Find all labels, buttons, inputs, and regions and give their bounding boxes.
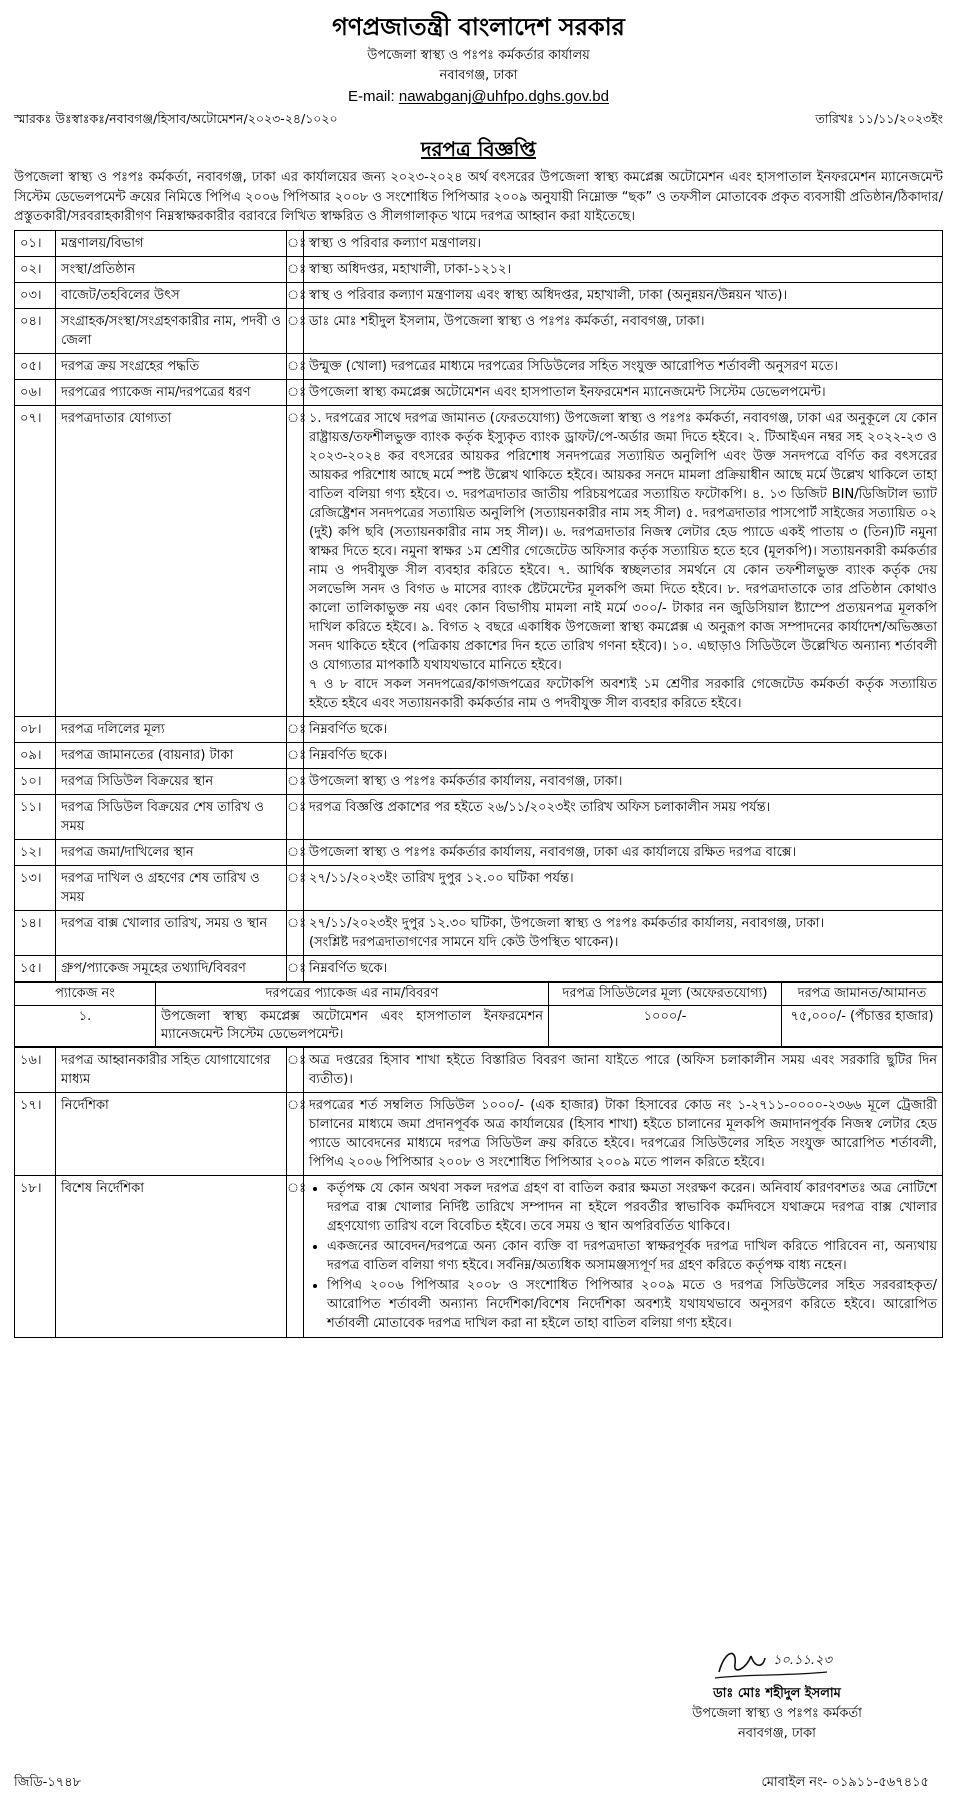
office-city: নবাবগঞ্জ, ঢাকা — [439, 68, 518, 83]
row-value-text: উপজেলা স্বাস্থ্য কমপ্লেক্স অটোমেশন এবং হাসপাতাল ইনফরমেশন ম্যানেজমেন্ট সিস্টেম ডেভেলপমেন্ট। — [309, 384, 826, 400]
table-row — [15, 865, 943, 910]
row-label: সংস্থা/প্রতিষ্ঠান — [56, 256, 287, 282]
email-label: E-mail: — [348, 88, 395, 105]
table-row — [15, 308, 943, 353]
email-address[interactable]: nawabganj@uhfpo.dghs.gov.bd — [398, 88, 609, 105]
row-value-text: ১. দরপত্রের সাথে দরপত্র জামানত (ফেরতযোগ্য) উপজেলা স্বাস্থ্য ও পঃপঃ কর্মকর্তা, নবাবগঞ্জ, ঢাকা এর অনুকূলে যে কোন রাষ্ট্রায়ত্ত/তফশীলভুক্ত ব্যাংক কর্তৃক ইস্যুকৃত ব্যাংক ড্রাফট/পে-অর্ডার জমা দিতে হইবে। ২. টিআইএন নম্বর সহ ২০২২-২৩ ও ২০২৩-২০২৪ কর বৎসরের আয়কর পরিশোধ সনদপত্রের সত্যায়িত অনুলিপি এবং উক্ত সনদপত্রে বর্ণিত কর বৎসরের আয়কর পরিশোধ আছে মর্মে স্পষ্ট উল্লেখ থাকিতে হইবে। আয়কর সনদে মামলা প্রক্রিয়াধীন আছে মর্মে উল্লেখ থাকিলে তাহা বাতিল বলিয়া গণ্য হইবে। ৩. দরপত্রদাতার জাতীয় পরিচয়পত্রের সত্যায়িত ফটোকপি। ৪. ১৩ ডিজিট BIN/ডিজিটাল ভ্যাট রেজিষ্ট্রেশন সনদপত্রের সত্যায়িত অনুলিপি (সত্যায়নকারীর নাম সহ সীল) ৫. দরপত্রদাতার পাসপোর্ট সাইজের সত্যায়িত ০২ (দুই) কপি ছবি (সত্যায়নকারীর নাম সহ সীল)। ৬. দরপত্রদাতার নিজস্ব লেটার হেড প্যাডে একই পাতায় ৩ (তিন)টি নমুনা স্বাক্ষর দিতে হবে। নমুনা স্বাক্ষর ১ম শ্রেণীর গেজেটেড অফিসার কর্তৃক সত্যায়িত হতে হবে (মূলকপি)। সত্যায়নকারী কর্মকর্তার নাম ও পদবীযুক্ত সীল ব্যবহার করিতে হইবে। ৭. আর্থিক স্বচ্ছলতার সমর্থনে যে কোন তফশীলভুক্ত ব্যাংক কর্তৃক দেয় সলভেন্সি সনদ ও বিগত ৬ মাসের ব্যাংক ষ্টেটমেন্টের মূলকপি জমা দিতে হইবে। ৮. দরপত্রদাতাকে তার প্রতিষ্ঠান কোথাও কালো তালিকাভুক্ত নয় এবং কোন বিভাগীয় মামলা নাই মর্মে ৩০০/- টাকার নন জুডিসিয়াল ষ্ট্যাম্পে প্রত্যয়নপত্র মূলকপি দাখিল করিতে হইবে। ৯. বিগত ২ বছরে একাধিক উপজেলা স্বাস্থ্য কমপ্লেক্স এ অনুরূপ কাজ সম্পাদনের কার্যাদেশ/অভিজ্ঞতা সনদ থাকিতে হইবে (পত্রিকায় প্রকাশের দিন হতে তারিখ গণনা হইবে)। ১০. এছাড়াও সিডিউলে উল্লেখিত অন্যান্য শর্তাবলী ও যোগ্যতার মাপকাঠি যথাযথভাবে মানিতে হইবে। — [309, 410, 937, 673]
package-table-row — [15, 1005, 943, 1046]
row-label: বিশেষ নির্দেশিকা — [56, 1175, 287, 1337]
row-label: দরপত্র বাক্স খোলার তারিখ, সময় ও স্থান — [56, 910, 287, 955]
row-label: দরপত্র দলিলের মূল্য — [56, 716, 287, 742]
list-item: • একজনের আবেদন/দরপত্রে অন্য কোন ব্যক্তি বা দরপত্রদাতা স্বাক্ষরপূর্বক দরপত্র দাখিল করিতে পারিবেন না, অন্যথায় দরপত্র বাতিল বলিয়া গণ্য হইবে। সর্বনিম্ন/অত্যধিক অসামঞ্জস্যপূর্ণ দর গ্রহণ করিতে কর্তৃপক্ষ বাধ্য নহেন। — [327, 1237, 937, 1275]
row-value-text: ডাঃ মোঃ শহীদুল ইসলাম, উপজেলা স্বাস্থ্য ও পঃপঃ কর্মকর্তা, নবাবগঞ্জ, ঢাকা। — [309, 313, 705, 329]
row-value-note: ৭ ও ৮ বাদে সকল সনদপত্রের/কাগজপত্রের ফটোকপি অবশ্যই ১ম শ্রেণীর সরকারি গেজেটেড কর্মকর্তা কর্তৃক সত্যায়িত হইতে হইবে এবং সত্যায়নকারী কর্মকর্তার নাম ও পদবীযুক্ত সীল ব্যবহার করিতে হইবে। — [309, 676, 937, 711]
row-value-text: স্বাস্থ্য অধিদপ্তর, মহাখালী, ঢাকা-১২১২। — [309, 261, 512, 277]
row-number: ১৬। — [15, 1047, 56, 1092]
row-separator: ঃ — [287, 1092, 304, 1175]
row-number: ১৩। — [15, 865, 56, 910]
package-table-header — [15, 982, 943, 1005]
notice-date: তারিখঃ ১১/১১/২০২৩ইং — [815, 111, 943, 126]
package-number: ১. — [15, 1005, 156, 1046]
table-row — [15, 794, 943, 839]
row-number: ১৮। — [15, 1175, 56, 1337]
row-separator: ঃ — [287, 282, 304, 308]
notice-title: দরপত্র বিজ্ঞপ্তি — [421, 137, 536, 161]
list-item: • পিপিএ ২০০৬ পিপিআর ২০০৮ ও সংশোধিত পিপিআর ২০০৯ মতে ও দরপত্র সিডিউলের সহিত সরবরাহকৃত/আরোপিত শর্তাবলী অন্যান্য নির্দেশিকা/বিশেষ নির্দেশিকা অবশ্যই যথাযথভাবে অনুসরণ করিতে হইবে। আরোপিত শর্তাবলী মোতাবেক দরপত্র দাখিল করা না হইলে তাহা বাতিল বলিয়া গণ্য হইবে। — [327, 1276, 937, 1333]
row-label: দরপত্র দাখিল ও গ্রহণের শেষ তারিখ ও সময় — [56, 865, 287, 910]
row-value-text: উপজেলা স্বাস্থ্য ও পঃপঃ কর্মকর্তার কার্যালয়, নবাবগঞ্জ, ঢাকা এর কার্যালয়ে রক্ষিত দরপত্র বাক্সে। — [309, 844, 797, 860]
gd-code: জিডি-১৭৪৮ — [14, 1775, 82, 1790]
row-value — [304, 405, 943, 716]
row-separator: ঃ — [287, 865, 304, 910]
row-value — [304, 230, 943, 256]
row-separator: ঃ — [287, 742, 304, 768]
row-separator: ঃ — [287, 1175, 304, 1337]
table-row — [15, 230, 943, 256]
row-number: ১৫। — [15, 955, 56, 981]
row-label: দরপত্র আহ্বানকারীর সহিত যোগাযোগের মাধ্যম — [56, 1047, 287, 1092]
row-number: ১২। — [15, 839, 56, 865]
table-row — [15, 405, 943, 716]
row-separator: ঃ — [287, 768, 304, 794]
row-value-text: অত্র দপ্তরের হিসাব শাখা হইতে বিস্তারিত বিবরণ জানা যাইতে পারে (অফিস চলাকালীন সময় এবং সরকারি ছুটির দিন ব্যতীত)। — [309, 1052, 937, 1087]
row-value — [304, 1047, 943, 1092]
row-value — [304, 955, 943, 981]
row-label: দরপত্র জামানতের (বায়নার) টাকা — [56, 742, 287, 768]
reference-line — [14, 110, 943, 128]
signatory-name: ডাঃ মোঃ শহীদুল ইসলাম — [713, 1686, 841, 1701]
row-number: ০৮। — [15, 716, 56, 742]
row-number: ০৭। — [15, 405, 56, 716]
table-row — [15, 256, 943, 282]
table-row — [15, 742, 943, 768]
row-separator: ঃ — [287, 256, 304, 282]
government-title: গণপ্রজাতন্ত্রী বাংলাদেশ সরকার — [332, 13, 625, 41]
row-value — [304, 865, 943, 910]
table-row — [15, 379, 943, 405]
signature-block — [657, 1638, 897, 1744]
row-separator: ঃ — [287, 910, 304, 955]
table-row — [15, 768, 943, 794]
intro-paragraph: উপজেলা স্বাস্থ্য ও পঃপঃ কর্মকর্তা, নবাবগঞ্জ, ঢাকা এর কার্যালয়ের জন্য ২০২৩-২০২৪ অর্থ বৎসরের উপজেলা স্বাস্থ্য কমপ্লেক্স অটোমেশন এবং হাসপাতাল ইনফরমেশন ম্যানেজমেন্ট সিস্টেম ডেভেলপমেন্ট ক্রয়ের নিমিত্তে পিপিএ ২০০৬ পিপিআর ২০০৮ ও সংশোধিত পিপিআর ২০০৯ অনুযায়ী নিম্নোক্ত “ছক” ও তফসীল মোতাবেক প্রকৃত ব্যবসায়ী প্রতিষ্ঠান/ঠিকাদার/প্রস্তুতকারী/সরবরাহকারীগণ নিম্নস্বাক্ষরকারীর বরাবরে লিখিত স্বাক্ষরিত ও সীলগালাকৃত খামে দরপত্র আহ্বান করা যাইতেছে। — [14, 170, 943, 224]
row-value-text: উপজেলা স্বাস্থ্য ও পঃপঃ কর্মকর্তার কার্যালয়, নবাবগঞ্জ, ঢাকা। — [309, 773, 623, 789]
row-label: দরপত্র সিডিউল বিক্রয়ের শেষ তারিখ ও সময় — [56, 794, 287, 839]
table-row — [15, 716, 943, 742]
row-number: ০১। — [15, 230, 56, 256]
row-value-note: (সংশ্লিষ্ট দরপত্রদাতাগণের সামনে যদি কেউ উপস্থিত থাকেন)। — [309, 934, 619, 950]
row-value — [304, 794, 943, 839]
table-row — [15, 1175, 943, 1337]
row-separator: ঃ — [287, 955, 304, 981]
row-number: ১০। — [15, 768, 56, 794]
email-line — [14, 86, 943, 108]
row-number: ০৯। — [15, 742, 56, 768]
row-number: ১১। — [15, 794, 56, 839]
letterhead — [14, 12, 943, 108]
list-item: • কর্তৃপক্ষ যে কোন অথবা সকল দরপত্র গ্রহণ বা বাতিল করার ক্ষমতা সংরক্ষণ করেন। অনিবার্য কারণবশতঃ অত্র নোটিশে দরপত্র বাক্স খোলার নির্দিষ্ট তারিখে সম্পাদন না হইলে পরবর্তীর স্বাভাবিক কর্মদিবসে যথাক্রমে দরপত্র বাক্স খোলার গ্রহণযোগ্য তারিখ বলে বিবেচিত হইবে। তবে সময় ও স্থান অপরিবর্তিত থাকিবে। — [327, 1179, 937, 1236]
row-label: সংগ্রাহক/সংস্থা/সংগ্রহণকারীর নাম, পদবী ও জেলা — [56, 308, 287, 353]
row-number: ০৪। — [15, 308, 56, 353]
row-value — [304, 1092, 943, 1175]
instruction-list — [309, 1179, 937, 1333]
row-value — [304, 910, 943, 955]
row-number: ০৬। — [15, 379, 56, 405]
package-header-cell: দরপত্র সিডিউলের মূল্য (অফেরতযোগ্য) — [549, 982, 782, 1005]
row-label: দরপত্র ক্রয় সংগ্রহের পদ্ধতি — [56, 353, 287, 379]
row-number: ০২। — [15, 256, 56, 282]
row-value — [304, 282, 943, 308]
row-value-text: স্বাস্থ ও পরিবার কল্যাণ মন্ত্রণালয় এবং স্বাস্থ্য অধিদপ্তর, মহাখালী, ঢাকা (অনুন্নয়ন/উন্নয়ন খাত)। — [309, 287, 788, 303]
row-label: গ্রুপ/প্যাকেজ সমূহের তথ্যাদি/বিবরণ — [56, 955, 287, 981]
row-number: ১৪। — [15, 910, 56, 955]
row-value — [304, 768, 943, 794]
row-separator: ঃ — [287, 353, 304, 379]
package-description: উপজেলা স্বাস্থ্য কমপ্লেক্স অটোমেশন এবং হাসপাতাল ইনফরমেশন ম্যানেজমেন্ট সিস্টেম ডেভেলপমেন্ট। — [156, 1005, 549, 1046]
row-value-text: উন্মুক্ত (খোলা) দরপত্রের মাধ্যমে দরপত্রের সিডিউলের সহিত সংযুক্ত আরোপিত শর্তাবলী অনুসরণ মতে। — [309, 358, 839, 374]
package-header-cell: দরপত্রের প্যাকেজ এর নাম/বিবরণ — [156, 982, 549, 1005]
table-row — [15, 1092, 943, 1175]
row-value — [304, 716, 943, 742]
row-value — [304, 353, 943, 379]
signature-date: ১০.১১.২৩ — [773, 1653, 832, 1668]
package-table — [14, 982, 943, 1047]
tender-details-table — [14, 230, 943, 982]
row-label: বাজেট/তহবিলের উৎস — [56, 282, 287, 308]
row-label: দরপত্রের প্যাকেজ নাম/দরপত্রের ধরণ — [56, 379, 287, 405]
row-value-text: নিম্নবর্ণিত ছকে। — [309, 747, 388, 763]
row-value — [304, 1175, 943, 1337]
handwritten-signature — [707, 1638, 847, 1684]
row-separator: ঃ — [287, 230, 304, 256]
row-number: ১৭। — [15, 1092, 56, 1175]
row-value-text: দরপত্র বিজ্ঞপ্তি প্রকাশের পর হইতে ২৬/১১/২০২৩ইং তারিখ অফিস চলাকালীন সময় পর্যন্ত। — [309, 799, 771, 815]
table-row — [15, 955, 943, 981]
row-value — [304, 256, 943, 282]
row-separator: ঃ — [287, 839, 304, 865]
schedule-price: ১০০০/- — [549, 1005, 782, 1046]
row-separator: ঃ — [287, 794, 304, 839]
row-number: ০৫। — [15, 353, 56, 379]
row-value-text: স্বাস্থ্য ও পরিবার কল্যাণ মন্ত্রণালয়। — [309, 235, 482, 251]
memo-number: স্মারকঃ উঃস্বাঃকঃ/নবাবগঞ্জ/হিসাব/অটোমেশন/২০২৩-২৪/১০২০ — [14, 111, 338, 126]
package-header-cell: প্যাকেজ নং — [15, 982, 156, 1005]
row-label: দরপত্র জমা/দাখিলের স্থান — [56, 839, 287, 865]
row-separator: ঃ — [287, 1047, 304, 1092]
row-value-text: দরপত্রের শর্ত সম্বলিত সিডিউল ১০০০/- (এক হাজার) টাকা হিসাবের কোড নং ১-২৭১১-০০০০-২৩৬৬ মূলে ট্রেজারী চালানের মাধ্যমে জমা প্রদানপূর্বক অত্র কার্যালয়ের (হিসাব শাখা) হইতে চালানের মূলকপি জমাদানপূর্বক নিজস্ব লেটার হেড প্যাডে আবেদনের মাধ্যমে দরপত্র সিডিউল ক্রয় করিতে হইবে। দরপত্রের সিডিউলের সহিত সংযুক্ত আরোপিত শর্তাবলী, পিপিএ ২০০৬ পিপিআর ২০০৮ ও সংশোধিত পিপিআর ২০০৯ মতে পালন করিতে হইবে। — [309, 1097, 937, 1170]
security-deposit: ৭৫,০০০/- (পঁচাত্তর হাজার) — [782, 1005, 943, 1046]
footer — [14, 1773, 929, 1794]
tender-details-table-continued — [14, 1047, 943, 1338]
table-row — [15, 839, 943, 865]
row-value — [304, 308, 943, 353]
row-separator: ঃ — [287, 716, 304, 742]
row-value-text: নিম্নবর্ণিত ছকে। — [309, 960, 388, 976]
row-value — [304, 379, 943, 405]
signatory-location: নবাবগঞ্জ, ঢাকা — [738, 1726, 816, 1741]
row-value-text: নিম্নবর্ণিত ছকে। — [309, 721, 388, 737]
row-value-text: ২৭/১১/২০২৩ইং দুপুর ১২.৩০ ঘটিকা, উপজেলা স্বাস্থ্য ও পঃপঃ কর্মকর্তার কার্যালয়, নবাবগঞ্জ, ঢাকা। — [309, 915, 825, 931]
table-row — [15, 353, 943, 379]
row-label: দরপত্র সিডিউল বিক্রয়ের স্থান — [56, 768, 287, 794]
table-row — [15, 1047, 943, 1092]
row-label: নির্দেশিকা — [56, 1092, 287, 1175]
signatory-designation: উপজেলা স্বাস্থ্য ও পঃপঃ কর্মকর্তা — [692, 1706, 862, 1721]
row-label: দরপত্রদাতার যোগ্যতা — [56, 405, 287, 716]
row-value — [304, 742, 943, 768]
row-value-text: ২৭/১১/২০২৩ইং তারিখ দুপুর ১২.০০ ঘটিকা পর্যন্ত। — [309, 870, 574, 886]
table-row — [15, 282, 943, 308]
row-value — [304, 839, 943, 865]
office-name: উপজেলা স্বাস্থ্য ও পঃপঃ কর্মকর্তার কার্যালয় — [367, 48, 590, 63]
row-separator: ঃ — [287, 308, 304, 353]
row-separator: ঃ — [287, 379, 304, 405]
row-label: মন্ত্রণালয়/বিভাগ — [56, 230, 287, 256]
table-row — [15, 910, 943, 955]
row-number: ০৩। — [15, 282, 56, 308]
mobile-number: মোবাইল নং- ০১৯১১-৫৬৭৪১৫ — [761, 1775, 929, 1790]
package-header-cell: দরপত্র জামানত/আমানত — [782, 982, 943, 1005]
row-separator: ঃ — [287, 405, 304, 716]
